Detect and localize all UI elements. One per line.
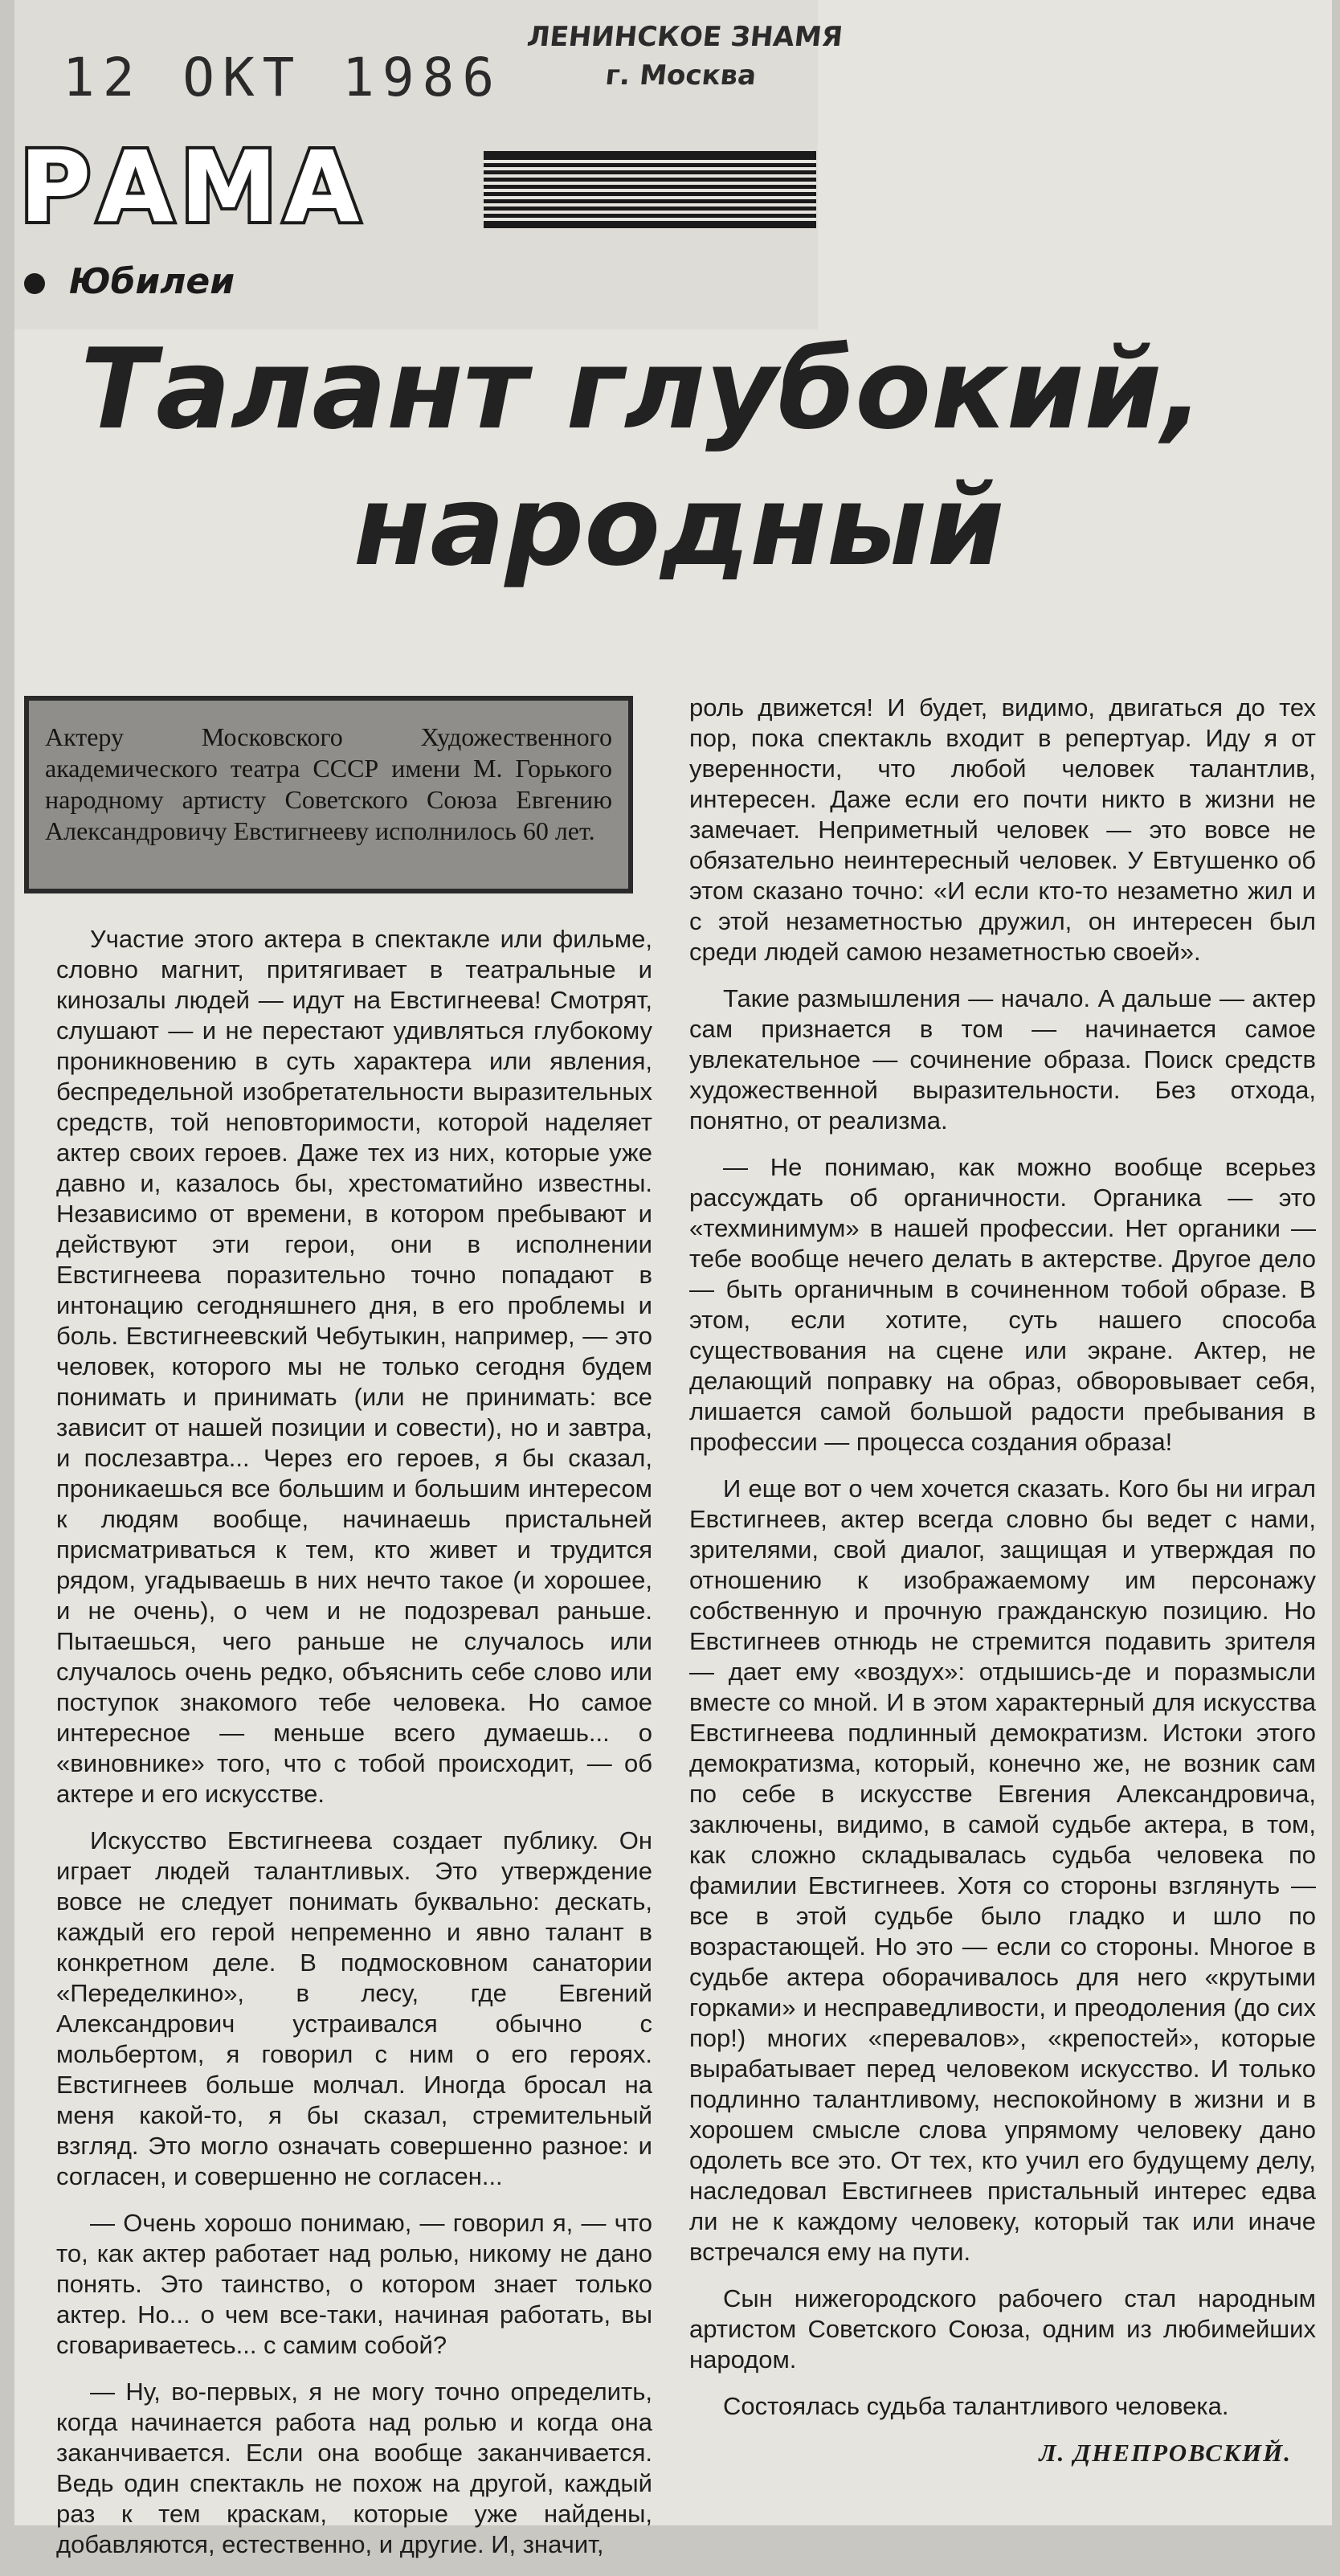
newspaper-name-stamp [510,18,856,95]
kicker [24,261,235,302]
author-signature: Л. ДНЕПРОВСКИЙ. [1039,2439,1292,2467]
kicker-label: Юбилеи [69,261,235,302]
section-rubric: РАМА [19,130,366,244]
article-headline [80,321,1261,595]
paragraph: — Не понимаю, как можно вообще всерьез рассуждать об органичности. Органика — это «техминимум» в нашей профессии. Нет органики — тебе вообще нечего делать в актерстве. Другое дело — быть органичным в сочиненном тобой образе. В этом, если хотите, суть нашего способа существования на сцене или экране. Актер, не делающий поправку на образ, обворовывает себя, лишается самой большой радости пребывания в профессии — процесса создания образа! [689,1153,1316,1456]
paragraph: роль движется! И будет, видимо, двигаться до тех пор, пока спектакль входит в репертуар. Иду я от уверенности, что любой человек талантлив, интересен. Даже если его почти никто в жизни не замечает. Неприметный человек — это вовсе не обязательно неинтересный человек. У Евтушенко об этом сказано точно: «И если кто-то незаметно жил и с этой незаметностью дружил, он интересен был среди людей самою незаметностью своей». [689,693,1316,966]
rubric-decorative-lines [484,151,816,228]
paragraph: Такие размышления — начало. А дальше — актер сам признается в том — начинается самое увлекательное — сочинение образа. Поиск средств художественной выразительности. Без отхода, понятно, от реализма. [689,984,1316,1135]
newspaper-city-line: г. Москва [603,59,758,92]
headline-line-1: Талант глубокий, [80,325,1204,454]
paragraph: Сын нижегородского рабочего стал народным артистом Советского Союза, одним из любимейших народом. [689,2284,1316,2374]
date-stamp: 12 ОКТ 1986 [63,47,503,108]
article-column-left [56,924,652,2576]
bullet-icon [24,273,45,294]
paragraph: Состоялась судьба талантливого человека. [723,2392,1229,2420]
newspaper-name-line: ЛЕНИНСКОЕ ЗНАМЯ [525,21,844,53]
headline-line-2: народный [353,461,1005,591]
paragraph: И еще вот о чем хочется сказать. Кого бы ни играл Евстигнеев, актер всегда словно бы ведет с нами, зрителями, свой диалог, защищая и утверждая по отношению к изображаемому им персонажу собственную и прочную гражданскую позицию. Но Евстигнеев отнюдь не стремится подавить зрителя — дает ему «воздух»: отдышись-де и поразмысли вместе со мной. И в этом характерный для искусства Евстигнеева подлинный демократизм. Истоки этого демократизма, который, конечно же, не возник сам по себе в искусстве Евгения Александровича, заключены, видимо, в самой судьбе актера, в том, как сложно складывалась судьба человека по фамилии Евстигнеев. Хотя со стороны взглянуть — все в этой судьбе было гладко и шло по возрастающей. Но это — если со стороны. Многое в судьбе актера оборачивалось для него «крутыми горками» и несправедливости, и преодоления (до сих пор!) многих «перевалов», «крепостей», которые вырабатывает перед человеком искусство. И только подлинно талантливому, неспокойному в жизни и в хорошем смысле слова упрямому человеку дано одолеть все это. От тех, кто учил его будущему делу, наследовал Евстигнеев пристальный интерес едва ли не к каждому человеку, который так или иначе встречался ему на пути. [689,1474,1316,2266]
paragraph: Участие этого актера в спектакле или фильме, словно магнит, притягивает в театральные и кинозалы людей — идут на Евстигнеева! Смотрят, слушают — и не перестают удивляться глубокому проникновению в суть характера или явления, беспредельной изобретательности выразительных средств, той неповторимости, которой наделяет актер своих героев. Даже тех из них, которые уже давно и, казалось бы, хрестоматийно известны. Независимо от времени, в котором пребывают и действуют эти герои, они в исполнении Евстигнеева поразительно точно попадают в интонацию сегодняшнего дня, в его проблемы и боль. Евстигнеевский Чебутыкин, например, — это человек, которого мы не только сегодня будем понимать и принимать (или не принимать: все зависит от нашей позиции и совести), но и завтра, и послезавтра... Через его героев, я бы сказал, проникаешься все большим и большим интересом к людям вообще, начинаешь пристальней присматриваться к тем, кто живет и трудится рядом, угадываешь в них нечто такое (и хорошее, и не очень), о чем и не подозревал раньше. Пытаешься, чего раньше не случалось или случалось очень редко, объяснить себе слово или поступок знакомого тебе человека. Но самое интересное — меньше всего думаешь... о «виновнике» того, что с тобой происходит, — об актере и его искусстве. [56,925,652,1808]
paragraph: Искусство Евстигнеева создает публику. Он играет людей талантливых. Это утверждение вовсе не следует понимать буквально: дескать, каждый его герой непременно и явно талант в конкретном деле. В подмосковном санатории «Переделкино», в лесу, где Евгений Александрович устраивался обычно с мольбертом, я говорил с ним о его героях. Евстигнеев больше молчал. Иногда бросал на меня какой-то, я бы сказал, стремительный взгляд. Это могло означать совершенно разное: и согласен, и совершенно не согласен... [56,1826,652,2190]
article-column-right [689,693,1316,2484]
paragraph: — Очень хорошо понимаю, — говорил я, — что то, как актер работает над ролью, никому не дано понять. Это таинство, о котором знает только актер. Но... о чем все-таки, начиная работать, вы сговариваетесь... с самим собой? [56,2209,652,2359]
paragraph: — Ну, во-первых, я не могу точно определить, когда начинается работа над ролью и когда она заканчивается. Если она вообще заканчивается. Ведь один спектакль не похож на другой, каждый раз к тем краскам, которые уже найдены, добавляются, естественно, и другие. И, значит, [56,2378,652,2558]
lead-box: Актеру Московского Художественного академического театра СССР имени М. Горького народному артисту Советского Союза Евгению Александровичу Евстигнееву исполнилось 60 лет. [24,696,633,893]
